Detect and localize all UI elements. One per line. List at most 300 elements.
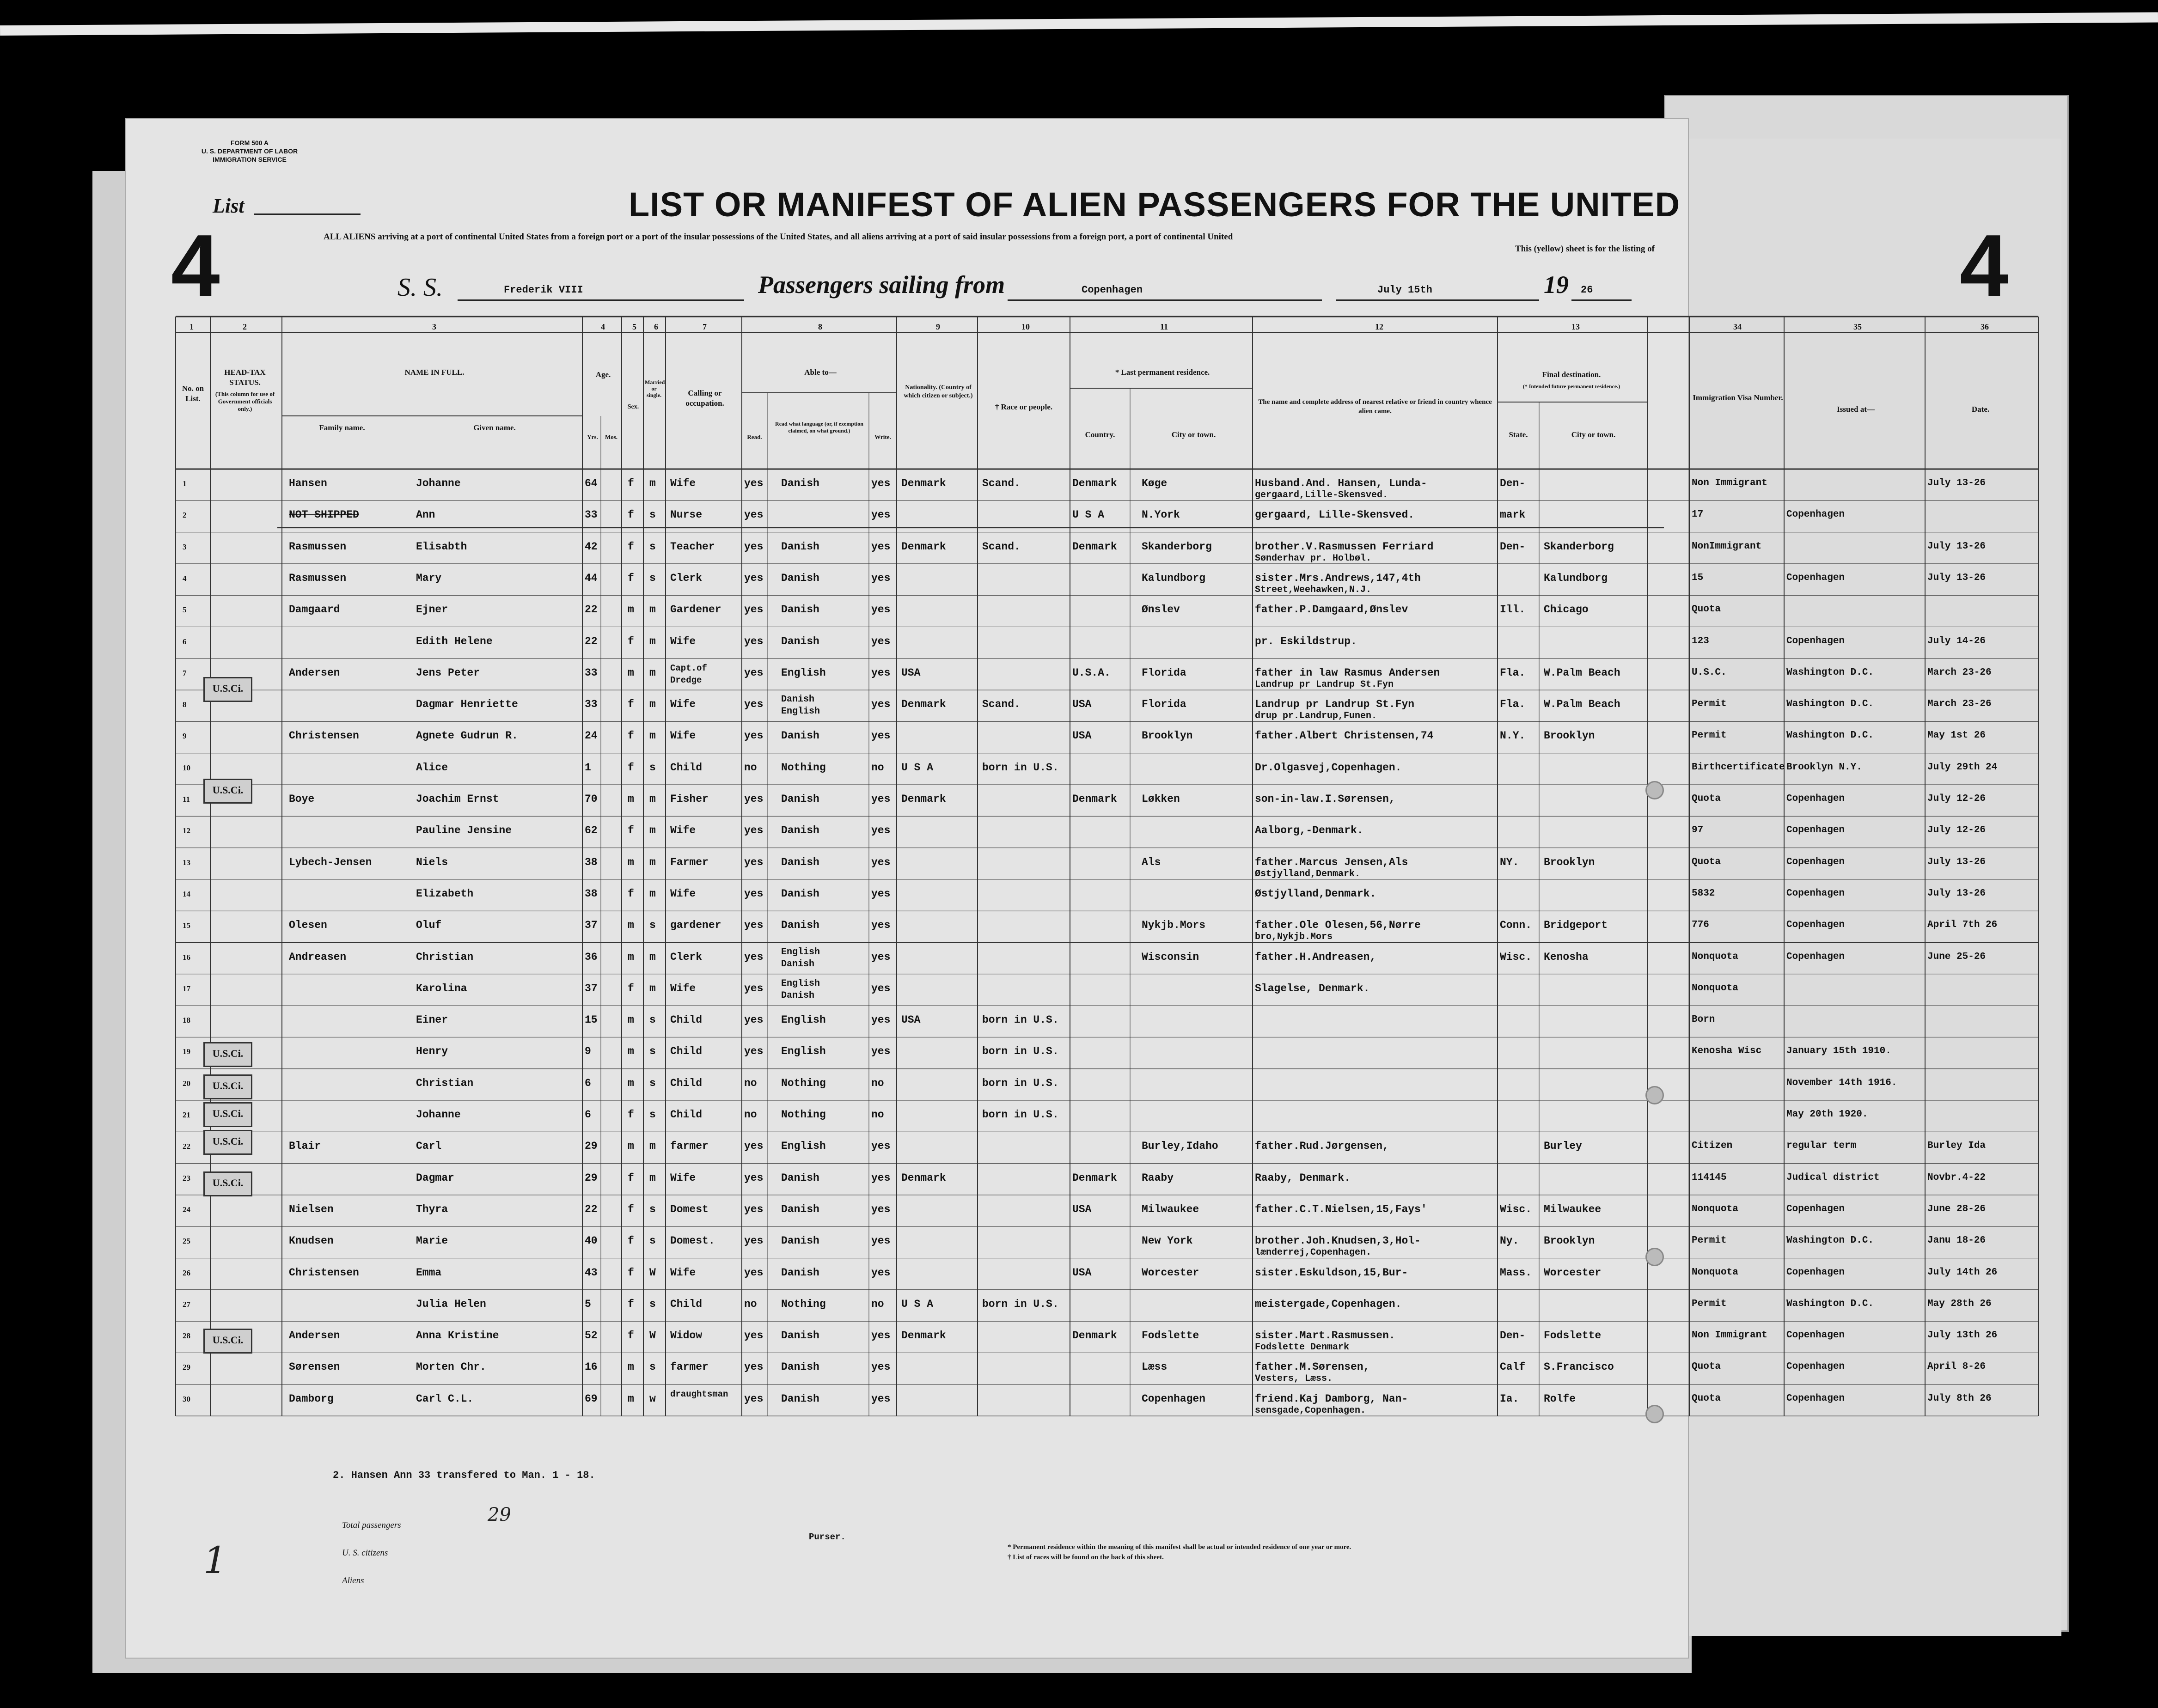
issued-at: Copenhagen xyxy=(1786,825,1845,836)
family-name: Lybech-Jensen xyxy=(289,856,372,868)
marital-status: m xyxy=(649,698,656,711)
marital-status: s xyxy=(649,1109,656,1121)
issued-at: January 15th 1910. xyxy=(1786,1046,1891,1057)
subtitle-line-2: This (yellow) sheet is for the listing of xyxy=(1515,244,1655,254)
marital-status: m xyxy=(649,477,656,489)
sex: f xyxy=(628,761,634,774)
row-number: 6 xyxy=(183,637,187,646)
given-name: Thyra xyxy=(416,1203,448,1215)
destination-city: Brooklyn xyxy=(1544,856,1595,868)
marital-status: m xyxy=(649,951,656,963)
residence-city: Als xyxy=(1142,856,1161,868)
write: no xyxy=(871,1077,884,1089)
residence-country: Denmark xyxy=(1072,1171,1117,1184)
sex: f xyxy=(628,1235,634,1247)
visa-number: Citizen xyxy=(1692,1141,1733,1152)
sex: f xyxy=(628,1330,634,1342)
read: yes xyxy=(744,793,764,805)
relative-address: friend.Kaj Damborg, Nan- xyxy=(1255,1392,1408,1405)
header-final-destination-note: (* Intended future permanent residence.) xyxy=(1522,383,1620,390)
relative-address: father.P.Damgaard,Ønslev xyxy=(1255,604,1408,616)
read-language: Nothing xyxy=(781,1077,826,1089)
destination-state: Fla. xyxy=(1500,698,1526,711)
given-name: Jens Peter xyxy=(416,666,480,679)
family-name: Hansen xyxy=(289,477,327,489)
residence-country: U S A xyxy=(1072,509,1105,521)
given-name: Mary xyxy=(416,572,442,584)
visa-number: Permit xyxy=(1692,730,1727,741)
family-name: Nielsen xyxy=(289,1203,334,1215)
issued-at: Copenhagen xyxy=(1786,1203,1845,1214)
ss-label: S. S. xyxy=(397,273,443,302)
read: yes xyxy=(744,1140,764,1153)
age-years: 22 xyxy=(585,635,598,647)
age-years: 36 xyxy=(585,951,598,963)
row-number: 26 xyxy=(183,1268,190,1277)
visa-date: July 13-26 xyxy=(1927,888,1986,899)
visa-number: NonImmigrant xyxy=(1692,541,1762,552)
residence-country: USA xyxy=(1072,1203,1092,1215)
column-number: 8 xyxy=(818,322,822,331)
read: yes xyxy=(744,1392,764,1405)
nationality: Denmark xyxy=(901,540,946,553)
row-number: 1 xyxy=(183,479,187,488)
marital-status: m xyxy=(649,824,656,837)
read-language: Danish xyxy=(781,1235,819,1247)
visa-date: July 13-26 xyxy=(1927,478,1986,488)
list-number-left: 4 xyxy=(171,217,220,315)
read: yes xyxy=(744,1014,764,1026)
age-years: 37 xyxy=(585,919,598,932)
residence-city: Milwaukee xyxy=(1142,1203,1199,1215)
read: yes xyxy=(744,1235,764,1247)
read-language: English Danish xyxy=(781,978,820,1001)
read-language: Danish xyxy=(781,477,819,489)
read: yes xyxy=(744,698,764,711)
calling: Domest. xyxy=(670,1235,715,1247)
header-name-in-full: NAME IN FULL. xyxy=(404,368,465,377)
visa-date: July 14th 26 xyxy=(1927,1267,1998,1278)
column-number: 36 xyxy=(1981,322,1989,331)
relative-address-continued: Østjylland,Denmark. xyxy=(1255,868,1361,879)
destination-state: Den- xyxy=(1500,1330,1526,1342)
relative-address: father in law Rasmus Andersen xyxy=(1255,666,1440,679)
residence-city: Kalundborg xyxy=(1142,572,1206,584)
age-years: 9 xyxy=(585,1045,591,1058)
header-family-name: Family name. xyxy=(319,423,365,432)
destination-state: Ill. xyxy=(1500,604,1526,616)
column-number: 7 xyxy=(703,322,707,331)
residence-city: Læss xyxy=(1142,1361,1168,1373)
read-language: Danish xyxy=(781,887,819,900)
residence-city: Wisconsin xyxy=(1142,951,1199,963)
destination-city: Milwaukee xyxy=(1544,1203,1602,1215)
family-name: Knudsen xyxy=(289,1235,334,1247)
column-number: 3 xyxy=(432,322,436,331)
destination-city: Burley xyxy=(1544,1140,1582,1153)
sex: f xyxy=(628,635,634,647)
sex: f xyxy=(628,1203,634,1215)
sex: m xyxy=(628,919,634,932)
visa-date: July 8th 26 xyxy=(1927,1393,1992,1404)
write: yes xyxy=(871,635,891,647)
row-number: 17 xyxy=(183,984,190,993)
binder-hole xyxy=(1645,781,1664,799)
marital-status: s xyxy=(649,572,656,584)
visa-date: June 25-26 xyxy=(1927,951,1986,962)
row-number: 12 xyxy=(183,826,190,836)
visa-number: 17 xyxy=(1692,509,1704,520)
calling: Child xyxy=(670,1045,703,1058)
visa-date: May 28th 26 xyxy=(1927,1298,1992,1309)
sex: f xyxy=(628,1109,634,1121)
marital-status: s xyxy=(649,1014,656,1026)
visa-date: April 8-26 xyxy=(1927,1361,1986,1372)
residence-city: Fodslette xyxy=(1142,1330,1199,1342)
sex: m xyxy=(628,604,634,616)
row-number: 28 xyxy=(183,1331,190,1341)
visa-number: U.S.C. xyxy=(1692,667,1727,678)
read-language: Danish xyxy=(781,604,819,616)
row-number: 20 xyxy=(183,1079,190,1088)
marital-status: s xyxy=(649,919,656,932)
age-years: 62 xyxy=(585,824,598,837)
visa-number: Birthcertificate xyxy=(1692,762,1785,773)
header-dest-city: City or town. xyxy=(1571,430,1616,439)
header-no-on-list: No. on List. xyxy=(182,384,204,403)
relative-address-continued: sensgade,Copenhagen. xyxy=(1255,1405,1366,1416)
visa-number: Quota xyxy=(1692,856,1721,867)
age-years: 38 xyxy=(585,856,598,868)
write: yes xyxy=(871,604,891,616)
visa-number: Kenosha Wisc xyxy=(1692,1046,1762,1057)
sailing-date: July 15th xyxy=(1377,284,1432,296)
header-read-language: Read what language (or, if exemption claimed, on what ground.) xyxy=(775,421,863,434)
sex: m xyxy=(628,1140,634,1153)
issued-at: Washington D.C. xyxy=(1786,1298,1874,1309)
write: yes xyxy=(871,540,891,553)
age-years: 29 xyxy=(585,1140,598,1153)
sex: f xyxy=(628,982,634,994)
relative-address-continued: gergaard,Lille-Skensved. xyxy=(1255,490,1388,500)
header-city: City or town. xyxy=(1171,430,1216,439)
visa-date: Janu 18-26 xyxy=(1927,1235,1986,1246)
row-number: 21 xyxy=(183,1110,190,1119)
race: born in U.S. xyxy=(982,761,1059,774)
visa-number: Nonquota xyxy=(1692,982,1738,994)
sex: f xyxy=(628,698,634,711)
visa-date: Burley Ida xyxy=(1927,1141,1986,1152)
residence-city: Nykjb.Mors xyxy=(1142,919,1206,932)
read: yes xyxy=(744,509,764,521)
row-number: 15 xyxy=(183,921,190,930)
calling: Domest xyxy=(670,1203,709,1215)
relative-address: father.Ole Olesen,56,Nørre xyxy=(1255,919,1421,932)
destination-state: Calf xyxy=(1500,1361,1526,1373)
age-years: 16 xyxy=(585,1361,598,1373)
row-number: 11 xyxy=(183,795,190,804)
residence-city: Løkken xyxy=(1142,793,1180,805)
nationality: U S A xyxy=(901,761,934,774)
issued-at: Copenhagen xyxy=(1786,1330,1845,1341)
read-language: Nothing xyxy=(781,761,826,774)
visa-date: July 13-26 xyxy=(1927,856,1986,867)
read: yes xyxy=(744,1330,764,1342)
residence-city: N.York xyxy=(1142,509,1180,521)
nationality: Denmark xyxy=(901,698,946,711)
row-number: 10 xyxy=(183,763,190,772)
relative-address-continued: Sønderhav pr. Holbøl. xyxy=(1255,553,1372,564)
visa-number: Nonquota xyxy=(1692,1267,1738,1278)
column-number: 5 xyxy=(632,322,636,331)
column-number: 10 xyxy=(1021,322,1030,331)
read: yes xyxy=(744,919,764,932)
family-name: Christensen xyxy=(289,730,359,742)
write: yes xyxy=(871,1392,891,1405)
issued-at: Copenhagen xyxy=(1786,951,1845,962)
issued-at: Copenhagen xyxy=(1786,920,1845,931)
head-tax-stamp: U.S.Ci. xyxy=(203,1102,252,1127)
read-language: Danish xyxy=(781,540,819,553)
issued-at: Judical district xyxy=(1786,1172,1880,1183)
given-name: Edith Helene xyxy=(416,635,493,647)
read: no xyxy=(744,1077,757,1089)
head-tax-stamp: U.S.Ci. xyxy=(203,1042,252,1067)
age-years: 22 xyxy=(585,604,598,616)
destination-city: Brooklyn xyxy=(1544,1235,1595,1247)
relative-address: gergaard, Lille-Skensved. xyxy=(1255,509,1415,521)
marital-status: s xyxy=(649,1045,656,1058)
write: yes xyxy=(871,698,891,711)
given-name: Johanne xyxy=(416,1109,461,1121)
visa-number: 114145 xyxy=(1692,1172,1727,1183)
given-name: Johanne xyxy=(416,477,461,489)
subtitle-line-1: ALL ALIENS arriving at a port of continental United States from a foreign port or a port of the insular possessions of the United States, and all aliens arriving at a port of said insular possessions from a foreign port, a port of continental United xyxy=(324,232,1233,242)
header-head-tax: HEAD-TAX STATUS. xyxy=(224,368,266,387)
header-relative: The name and complete address of nearest relative or friend in country whence alien came. xyxy=(1258,398,1492,415)
read-language: Danish xyxy=(781,1203,819,1215)
visa-date: July 13th 26 xyxy=(1927,1330,1998,1341)
age-years: 37 xyxy=(585,982,598,994)
read-language: English Danish xyxy=(781,946,820,970)
header-visa-date: Date. xyxy=(1971,405,1990,414)
relative-address: sister.Mrs.Andrews,147,4th xyxy=(1255,572,1421,584)
year-suffix: 26 xyxy=(1581,284,1593,296)
age-years: 43 xyxy=(585,1266,598,1279)
read-language: Danish xyxy=(781,856,819,868)
calling: Clerk xyxy=(670,572,703,584)
marital-status: m xyxy=(649,1140,656,1153)
row-number: 13 xyxy=(183,858,190,867)
destination-state: Ia. xyxy=(1500,1392,1519,1405)
residence-city: New York xyxy=(1142,1235,1193,1247)
destination-city: Skanderborg xyxy=(1544,540,1614,553)
us-citizens-label: U. S. citizens xyxy=(342,1548,388,1558)
relative-address: pr. Eskildstrup. xyxy=(1255,635,1357,647)
given-name: Christian xyxy=(416,1077,474,1089)
given-name: Ejner xyxy=(416,604,448,616)
family-name: Andreasen xyxy=(289,951,347,963)
marital-status: s xyxy=(649,1077,656,1089)
race: born in U.S. xyxy=(982,1298,1059,1310)
header-last-residence: * Last permanent residence. xyxy=(1115,368,1210,377)
row-number: 9 xyxy=(183,732,187,741)
read: yes xyxy=(744,856,764,868)
write: yes xyxy=(871,730,891,742)
read-language: Danish English xyxy=(781,694,820,717)
calling: Wife xyxy=(670,730,696,742)
residence-city: Burley,Idaho xyxy=(1142,1140,1218,1153)
issued-at: Copenhagen xyxy=(1786,509,1845,520)
visa-number: 776 xyxy=(1692,920,1709,931)
row-number: 29 xyxy=(183,1363,190,1372)
column-number: 12 xyxy=(1375,322,1383,331)
issued-at: Copenhagen xyxy=(1786,572,1845,583)
relative-address: Slagelse, Denmark. xyxy=(1255,982,1370,994)
sex: f xyxy=(628,509,634,521)
marital-status: s xyxy=(649,1298,656,1310)
residence-country: USA xyxy=(1072,730,1092,742)
relative-address: father.M.Sørensen, xyxy=(1255,1361,1370,1373)
write: no xyxy=(871,1109,884,1121)
row-number: 24 xyxy=(183,1205,190,1214)
destination-state: N.Y. xyxy=(1500,730,1526,742)
destination-city: Fodslette xyxy=(1544,1330,1602,1342)
given-name: Marie xyxy=(416,1235,448,1247)
row-number: 18 xyxy=(183,1016,190,1025)
head-tax-stamp: U.S.Ci. xyxy=(203,779,252,804)
relative-address: Aalborg,-Denmark. xyxy=(1255,824,1363,837)
issued-at: May 20th 1920. xyxy=(1786,1109,1868,1120)
visa-number: Non Immigrant xyxy=(1692,478,1767,488)
binder-hole xyxy=(1645,1248,1664,1266)
calling: draughtsman xyxy=(670,1389,728,1399)
read-language: Danish xyxy=(781,635,819,647)
calling: Wife xyxy=(670,887,696,900)
column-number: 13 xyxy=(1571,322,1580,331)
nationality: Denmark xyxy=(901,477,946,489)
read: yes xyxy=(744,666,764,679)
issued-at: Copenhagen xyxy=(1786,1393,1845,1404)
head-tax-stamp: U.S.Ci. xyxy=(203,1171,252,1196)
race: born in U.S. xyxy=(982,1077,1059,1089)
read: yes xyxy=(744,477,764,489)
marital-status: s xyxy=(649,761,656,774)
visa-date: April 7th 26 xyxy=(1927,920,1998,931)
write: yes xyxy=(871,1361,891,1373)
sex: m xyxy=(628,1077,634,1089)
given-name: Emma xyxy=(416,1266,442,1279)
sex: f xyxy=(628,1298,634,1310)
read-language: English xyxy=(781,1140,826,1153)
sailing-label: Passengers sailing from xyxy=(758,271,1005,299)
header-calling: Calling or occupation. xyxy=(685,389,724,408)
relative-address-continued: lænderrej,Copenhagen. xyxy=(1255,1247,1372,1258)
visa-number: Nonquota xyxy=(1692,1203,1738,1214)
marital-status: m xyxy=(649,982,656,994)
row-number: 4 xyxy=(183,573,187,583)
row-number: 3 xyxy=(183,542,187,551)
write: yes xyxy=(871,572,891,584)
issued-at: Washington D.C. xyxy=(1786,1235,1874,1246)
calling: Widow xyxy=(670,1330,703,1342)
header-country: Country. xyxy=(1085,430,1115,439)
given-name: Henry xyxy=(416,1045,448,1058)
given-name: Morten Chr. xyxy=(416,1361,486,1373)
race: Scand. xyxy=(982,540,1021,553)
marital-status: s xyxy=(649,1361,656,1373)
marital-status: m xyxy=(649,793,656,805)
family-name: Boye xyxy=(289,793,315,805)
family-name: Olesen xyxy=(289,919,327,932)
header-visa-number: Immigration Visa Number. xyxy=(1693,393,1783,402)
sex: f xyxy=(628,730,634,742)
relative-address-continued: Landrup pr Landrup St.Fyn xyxy=(1255,679,1394,690)
read-language: Danish xyxy=(781,1392,819,1405)
residence-country: Denmark xyxy=(1072,540,1117,553)
residence-city: Ønslev xyxy=(1142,604,1180,616)
calling: Child xyxy=(670,1014,703,1026)
visa-date: July 12-26 xyxy=(1927,825,1986,836)
column-number: 35 xyxy=(1853,322,1862,331)
race: born in U.S. xyxy=(982,1014,1059,1026)
visa-date: July 13-26 xyxy=(1927,541,1986,552)
destination-city: Bridgeport xyxy=(1544,919,1608,932)
read: yes xyxy=(744,1171,764,1184)
destination-city: W.Palm Beach xyxy=(1544,666,1620,679)
relative-address: son-in-law.I.Sørensen, xyxy=(1255,793,1395,805)
relative-address-continued: bro,Nykjb.Mors xyxy=(1255,932,1333,943)
column-number: 11 xyxy=(1160,322,1168,331)
row-number: 8 xyxy=(183,700,187,709)
family-name: Rasmussen xyxy=(289,572,347,584)
write: yes xyxy=(871,1171,891,1184)
sex: m xyxy=(628,666,634,679)
read: yes xyxy=(744,604,764,616)
marital-status: s xyxy=(649,1203,656,1215)
sex: f xyxy=(628,887,634,900)
column-number: 4 xyxy=(601,322,605,331)
visa-number: Quota xyxy=(1692,604,1721,615)
destination-city: S.Francisco xyxy=(1544,1361,1614,1373)
relative-address: Østjylland,Denmark. xyxy=(1255,887,1376,900)
read-language: Danish xyxy=(781,1266,819,1279)
service: IMMIGRATION SERVICE xyxy=(213,156,287,163)
column-number: 9 xyxy=(936,322,940,331)
relative-address: brother.Joh.Knudsen,3,Hol- xyxy=(1255,1235,1421,1247)
column-number: 34 xyxy=(1733,322,1742,331)
residence-city: Køge xyxy=(1142,477,1168,489)
age-years: 24 xyxy=(585,730,598,742)
read-language: English xyxy=(781,1045,826,1058)
given-name: Pauline Jensine xyxy=(416,824,512,837)
visa-date: June 28-26 xyxy=(1927,1203,1986,1214)
row-number: 30 xyxy=(183,1394,190,1403)
relative-address: meistergade,Copenhagen. xyxy=(1255,1298,1402,1310)
relative-address-continued: Street,Weehawken,N.J. xyxy=(1255,584,1372,595)
row-number: 14 xyxy=(183,889,190,898)
header-sex: Sex. xyxy=(627,403,639,410)
age-years: 6 xyxy=(585,1077,591,1089)
destination-state: Den- xyxy=(1500,477,1526,489)
handwritten-corner-mark: 1 xyxy=(203,1539,227,1582)
race: born in U.S. xyxy=(982,1045,1059,1058)
residence-city: Brooklyn xyxy=(1142,730,1193,742)
read: yes xyxy=(744,951,764,963)
sex: m xyxy=(628,793,634,805)
issued-at: Washington D.C. xyxy=(1786,699,1874,710)
read-language: Danish xyxy=(781,1361,819,1373)
